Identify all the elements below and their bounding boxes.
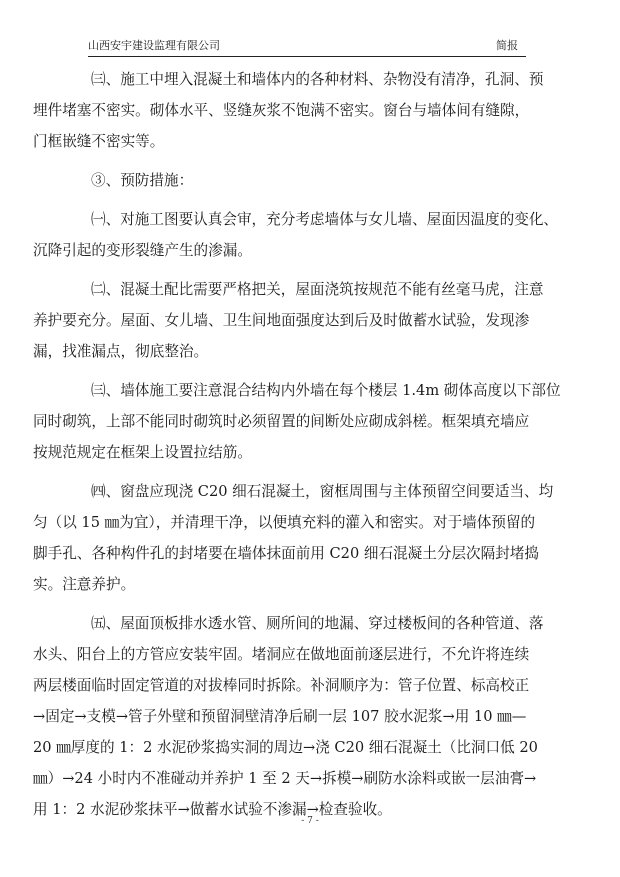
text-line: 同时砌筑，上部不能同时砌筑时必须留置的间断处应砌成斜槎。框架填充墙应 [33, 413, 530, 430]
text-line: ㈢、施工中埋入混凝土和墙体内的各种材料、杂物没有清净，孔洞、预 [91, 71, 544, 88]
text-line: 实。注意养护。 [33, 576, 136, 593]
paragraph-3-issues [33, 64, 562, 157]
text-line: ㈠、对施工图要认真会审，充分考虑墙体与女儿墙、屋面因温度的变化、 [91, 211, 559, 228]
text-line: 沉降引起的变形裂缝产生的渗漏。 [33, 242, 252, 259]
page-header [88, 38, 526, 57]
text-line: 20 ㎜厚度的 1：2 水泥砂浆捣实洞的周边→浇 C20 细石混凝土（比洞口低 20 [33, 739, 538, 756]
text-line: ㈡、混凝土配比需要严格把关，屋面浇筑按规范不能有丝毫马虎，注意 [91, 281, 544, 298]
text-line: 脚手孔、各种构件孔的封堵要在墙体抹面前用 C20 细石混凝土分层次隔封堵捣 [33, 545, 540, 562]
text-line: 用 1：2 水泥砂浆抹平→做蓄水试验不渗漏→检查验收。 [33, 801, 392, 818]
text-line: ㈣、窗盘应现浇 C20 细石混凝土，窗框周围与主体预留空间要适当、均 [91, 483, 554, 500]
paragraph-measure-3 [33, 375, 562, 468]
text-line: ㈢、墙体施工要注意混合结构内外墙在每个楼层 1.4m 砌体高度以下部位 [91, 382, 561, 399]
text-line: 匀（以 15 ㎜为宜），并清理干净，以便填充料的灌入和密实。对于墙体预留的 [33, 514, 536, 531]
text-line: ③、预防措施： [91, 172, 194, 189]
text-line: 水头、阳台上的方管应安装牢固。堵洞应在做地面前逐层进行，不允许将连续 [33, 646, 530, 663]
document-type: 简报 [496, 39, 518, 52]
document-body [33, 64, 562, 825]
paragraph-measure-1 [33, 204, 562, 266]
paragraph-preventive-heading [62, 165, 562, 196]
text-line: 养护要充分。屋面、女儿墙、卫生间地面强度达到后及时做蓄水试验，发现渗 [33, 312, 530, 329]
text-line: ㎜）→24 小时内不准碰动并养护 1 至 2 天→拆模→刷防水涂料或嵌一层油膏→ [33, 770, 537, 787]
text-line: 按规范规定在框架上设置拉结筋。 [33, 444, 252, 461]
text-line: 门框嵌缝不密实等。 [33, 133, 165, 150]
company-name: 山西安宇建设监理有限公司 [88, 39, 220, 52]
text-line: →固定→支模→管子外壁和预留洞壁清净后刷一层 107 胶水泥浆→用 10 ㎜— [33, 708, 527, 725]
paragraph-measure-4 [33, 476, 562, 600]
page-number: - 7 - [301, 816, 319, 826]
paragraph-measure-5 [33, 608, 562, 825]
text-line: 两层楼面临时固定管道的对拔棒同时拆除。补洞顺序为：管子位置、标高校正 [33, 677, 530, 694]
paragraph-measure-2 [33, 274, 562, 367]
text-line: ㈤、屋面顶板排水透水管、厕所间的地漏、穿过楼板间的各种管道、落 [91, 615, 544, 632]
text-line: 埋件堵塞不密实。砌体水平、竖缝灰浆不饱满不密实。窗台与墙体间有缝隙， [33, 102, 530, 119]
text-line: 漏，找准漏点，彻底整治。 [33, 343, 209, 360]
